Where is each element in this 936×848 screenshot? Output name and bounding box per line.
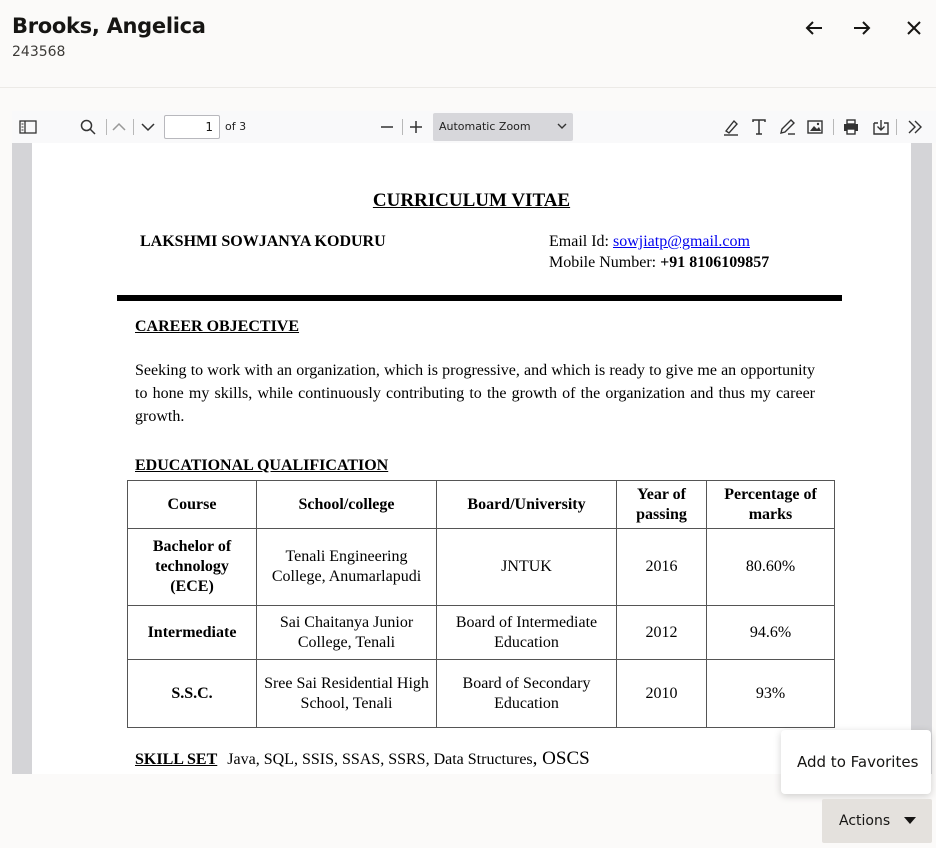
draw-button[interactable] [775, 115, 799, 139]
table-cell: Board of Secondary Education [437, 660, 617, 728]
text-icon [751, 119, 767, 135]
table-cell: Intermediate [128, 606, 257, 660]
table-row [128, 606, 835, 660]
print-button[interactable] [839, 115, 863, 139]
next-button[interactable] [846, 12, 878, 44]
table-cell: 2010 [617, 660, 707, 728]
horizontal-rule [117, 295, 842, 301]
table-cell: Board of Intermediate Education [437, 606, 617, 660]
zoom-in-button[interactable] [404, 115, 428, 139]
column-header: Percentage of marks [707, 481, 835, 529]
add-image-button[interactable] [803, 115, 827, 139]
arrow-left-icon [804, 20, 824, 36]
table-cell: 2016 [617, 529, 707, 606]
mobile-number: +91 8106109857 [660, 254, 770, 271]
table-cell: Sai Chaitanya Junior College, Tenali [257, 606, 437, 660]
pdf-page [32, 143, 911, 774]
career-objective-text: Seeking to work with an organization, which is progressive, and which is ready to give me an opportunity to hone my skills, while continuously contributing to the growth of the organization and thus my career growth. [135, 362, 815, 425]
image-icon [807, 120, 823, 134]
toolbar-divider [402, 119, 403, 135]
document-title: CURRICULUM VITAE [372, 190, 571, 211]
skill-set-line [135, 748, 590, 770]
table-cell: 80.60% [707, 529, 835, 606]
chevron-down-icon [141, 122, 155, 132]
pdf-toolbar [12, 111, 936, 143]
table-cell: Bachelor of technology (ECE) [128, 529, 257, 606]
table-cell: 93% [707, 660, 835, 728]
print-icon [843, 119, 859, 135]
close-button[interactable] [898, 12, 930, 44]
close-icon [907, 21, 921, 35]
add-to-favorites-label: Add to Favorites [797, 753, 919, 771]
table-header-row [128, 481, 835, 529]
education-heading: EDUCATIONAL QUALIFICATION [135, 457, 389, 474]
table-cell: 94.6% [707, 606, 835, 660]
table-cell: Sree Sai Residential High School, Tenali [257, 660, 437, 728]
column-header: Board/University [437, 481, 617, 529]
education-table [127, 480, 835, 728]
save-button[interactable] [869, 115, 893, 139]
next-page-button[interactable] [136, 115, 160, 139]
highlighter-icon [722, 118, 740, 136]
career-objective-heading: CAREER OBJECTIVE [135, 318, 300, 335]
tools-menu-button[interactable] [903, 115, 927, 139]
actions-button[interactable] [822, 799, 932, 843]
download-icon [873, 119, 889, 135]
table-row [128, 660, 835, 728]
double-chevron-right-icon [907, 120, 923, 134]
search-icon [80, 119, 96, 135]
mobile-line [549, 254, 769, 272]
column-header: Year of passing [617, 481, 707, 529]
minus-icon [380, 120, 394, 134]
skill-set-extra: , OSCS [532, 748, 590, 769]
column-header: School/college [257, 481, 437, 529]
plus-icon [409, 120, 423, 134]
pdf-viewer[interactable] [12, 143, 932, 774]
email-line [549, 233, 750, 251]
zoom-select[interactable] [433, 113, 573, 141]
skill-set-label: SKILL SET [135, 751, 218, 768]
page-number-input[interactable]: 1 [164, 115, 220, 139]
text-annotation-button[interactable] [747, 115, 771, 139]
table-row [128, 529, 835, 606]
page-count: of 3 [225, 120, 247, 133]
toolbar-divider [896, 119, 897, 135]
actions-label: Actions [839, 813, 891, 829]
toggle-sidebar-button[interactable] [16, 115, 40, 139]
email-label: Email Id: [549, 233, 613, 250]
previous-page-button[interactable] [107, 115, 131, 139]
record-header [0, 0, 936, 88]
record-id: 243568 [12, 44, 66, 60]
column-header: Course [128, 481, 257, 529]
zoom-value: Automatic Zoom [439, 120, 531, 133]
highlight-button[interactable] [719, 115, 743, 139]
mobile-label: Mobile Number: [549, 254, 661, 271]
find-button[interactable] [76, 115, 100, 139]
candidate-name: LAKSHMI SOWJANYA KODURU [140, 233, 386, 250]
arrow-right-icon [852, 20, 872, 36]
page-title: Brooks, Angelica [12, 14, 206, 38]
email-link[interactable]: sowjiatp@gmail.com [612, 233, 750, 250]
toolbar-divider [133, 119, 134, 135]
table-cell: JNTUK [437, 529, 617, 606]
previous-button[interactable] [798, 12, 830, 44]
chevron-up-icon [112, 122, 126, 132]
table-cell: Tenali Engineering College, Anumarlapudi [257, 529, 437, 606]
toolbar-divider [833, 119, 834, 135]
pencil-icon [778, 118, 796, 136]
sidebar-toggle-icon [19, 120, 37, 134]
skill-set-text: Java, SQL, SSIS, SSAS, SSRS, Data Structures [227, 751, 533, 768]
add-to-favorites-menu-item[interactable] [781, 730, 931, 794]
caret-down-icon [904, 817, 916, 824]
table-cell: S.S.C. [128, 660, 257, 728]
zoom-out-button[interactable] [375, 115, 399, 139]
table-cell: 2012 [617, 606, 707, 660]
